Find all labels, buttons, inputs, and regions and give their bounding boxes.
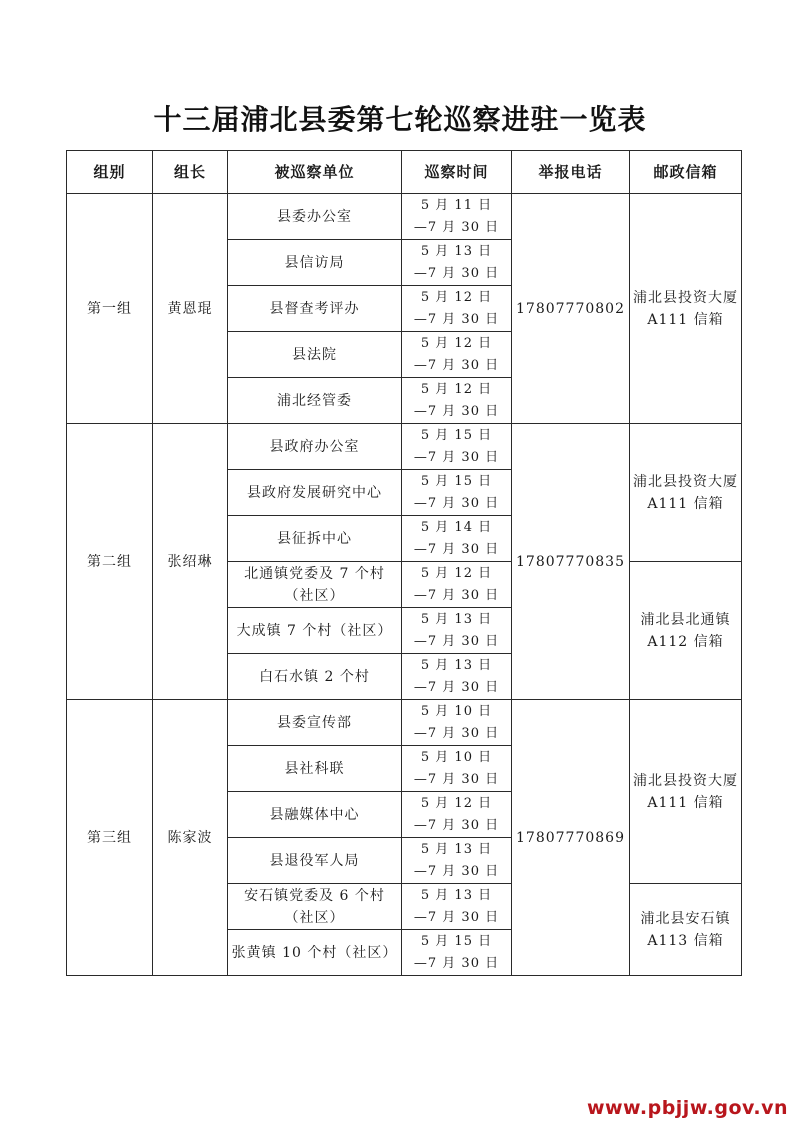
time-end: —7 月 30 日 — [413, 863, 500, 879]
inspected-unit: 北通镇党委及 7 个村（社区） — [228, 562, 402, 608]
inspection-time — [402, 792, 512, 838]
time-end: —7 月 30 日 — [413, 219, 500, 235]
time-end: —7 月 30 日 — [413, 633, 500, 649]
group-leader: 黄恩琨 — [153, 194, 228, 424]
inspected-unit: 安石镇党委及 6 个村（社区） — [228, 884, 402, 930]
inspection-time — [402, 516, 512, 562]
table-row — [67, 700, 742, 746]
header-time: 巡察时间 — [402, 151, 512, 194]
inspected-unit: 张黄镇 10 个村（社区） — [228, 930, 402, 976]
inspected-unit: 县委办公室 — [228, 194, 402, 240]
inspection-table — [66, 150, 742, 976]
inspected-unit: 县信访局 — [228, 240, 402, 286]
inspection-time — [402, 700, 512, 746]
group-name: 第二组 — [67, 424, 153, 700]
page-title: 十三届浦北县委第七轮巡察进驻一览表 — [153, 103, 647, 136]
time-end: —7 月 30 日 — [413, 541, 500, 557]
time-start: 5 月 12 日 — [420, 289, 493, 305]
header-unit: 被巡察单位 — [228, 151, 402, 194]
inspection-time — [402, 654, 512, 700]
header-leader: 组长 — [153, 151, 228, 194]
report-phone: 17807770869 — [512, 700, 630, 976]
time-start: 5 月 10 日 — [420, 749, 493, 765]
time-start: 5 月 15 日 — [420, 427, 493, 443]
time-end: —7 月 30 日 — [413, 587, 500, 603]
time-end: —7 月 30 日 — [413, 817, 500, 833]
time-end: —7 月 30 日 — [413, 725, 500, 741]
table-row — [67, 194, 742, 240]
inspection-time — [402, 930, 512, 976]
inspected-unit: 县委宣传部 — [228, 700, 402, 746]
report-phone: 17807770835 — [512, 424, 630, 700]
time-end: —7 月 30 日 — [413, 955, 500, 971]
table-row — [67, 424, 742, 470]
time-start: 5 月 13 日 — [420, 887, 493, 903]
inspection-time — [402, 838, 512, 884]
time-start: 5 月 12 日 — [420, 381, 493, 397]
time-start: 5 月 15 日 — [420, 473, 493, 489]
time-end: —7 月 30 日 — [413, 771, 500, 787]
inspected-unit: 浦北经管委 — [228, 378, 402, 424]
inspection-time — [402, 562, 512, 608]
table-header-row — [67, 151, 742, 194]
time-end: —7 月 30 日 — [413, 265, 500, 281]
group-leader: 陈家波 — [153, 700, 228, 976]
time-end: —7 月 30 日 — [413, 357, 500, 373]
inspected-unit: 县社科联 — [228, 746, 402, 792]
inspected-unit: 县法院 — [228, 332, 402, 378]
group-name: 第三组 — [67, 700, 153, 976]
inspected-unit: 县征拆中心 — [228, 516, 402, 562]
inspection-time — [402, 194, 512, 240]
inspected-unit: 白石水镇 2 个村 — [228, 654, 402, 700]
header-mailbox: 邮政信箱 — [630, 151, 742, 194]
inspection-time — [402, 332, 512, 378]
inspected-unit: 县督查考评办 — [228, 286, 402, 332]
time-end: —7 月 30 日 — [413, 311, 500, 327]
inspected-unit: 县政府办公室 — [228, 424, 402, 470]
inspection-time — [402, 286, 512, 332]
inspected-unit: 县退役军人局 — [228, 838, 402, 884]
inspected-unit: 县融媒体中心 — [228, 792, 402, 838]
time-end: —7 月 30 日 — [413, 495, 500, 511]
time-end: —7 月 30 日 — [413, 909, 500, 925]
inspection-time — [402, 608, 512, 654]
header-phone: 举报电话 — [512, 151, 630, 194]
time-start: 5 月 12 日 — [420, 335, 493, 351]
time-end: —7 月 30 日 — [413, 679, 500, 695]
inspection-time — [402, 424, 512, 470]
time-start: 5 月 15 日 — [420, 933, 493, 949]
time-start: 5 月 13 日 — [420, 841, 493, 857]
inspected-unit: 大成镇 7 个村（社区） — [228, 608, 402, 654]
group-name: 第一组 — [67, 194, 153, 424]
time-start: 5 月 10 日 — [420, 703, 493, 719]
inspection-time — [402, 746, 512, 792]
time-start: 5 月 14 日 — [420, 519, 493, 535]
inspected-unit: 县政府发展研究中心 — [228, 470, 402, 516]
inspection-time — [402, 470, 512, 516]
time-end: —7 月 30 日 — [413, 403, 500, 419]
postal-mailbox: 浦北县安石镇 A113 信箱 — [630, 884, 742, 976]
postal-mailbox: 浦北县投资大厦 A111 信箱 — [630, 700, 742, 884]
group-leader: 张绍琳 — [153, 424, 228, 700]
site-watermark: www.pbjjw.gov.vn — [586, 1097, 788, 1119]
time-start: 5 月 12 日 — [420, 795, 493, 811]
time-start: 5 月 13 日 — [420, 243, 493, 259]
time-start: 5 月 13 日 — [420, 657, 493, 673]
inspection-time — [402, 378, 512, 424]
header-group: 组别 — [67, 151, 153, 194]
time-end: —7 月 30 日 — [413, 449, 500, 465]
postal-mailbox: 浦北县投资大厦 A111 信箱 — [630, 194, 742, 424]
postal-mailbox: 浦北县投资大厦 A111 信箱 — [630, 424, 742, 562]
time-start: 5 月 13 日 — [420, 611, 493, 627]
inspection-time — [402, 884, 512, 930]
inspection-time — [402, 240, 512, 286]
time-start: 5 月 12 日 — [420, 565, 493, 581]
time-start: 5 月 11 日 — [420, 197, 493, 213]
report-phone: 17807770802 — [512, 194, 630, 424]
postal-mailbox: 浦北县北通镇 A112 信箱 — [630, 562, 742, 700]
